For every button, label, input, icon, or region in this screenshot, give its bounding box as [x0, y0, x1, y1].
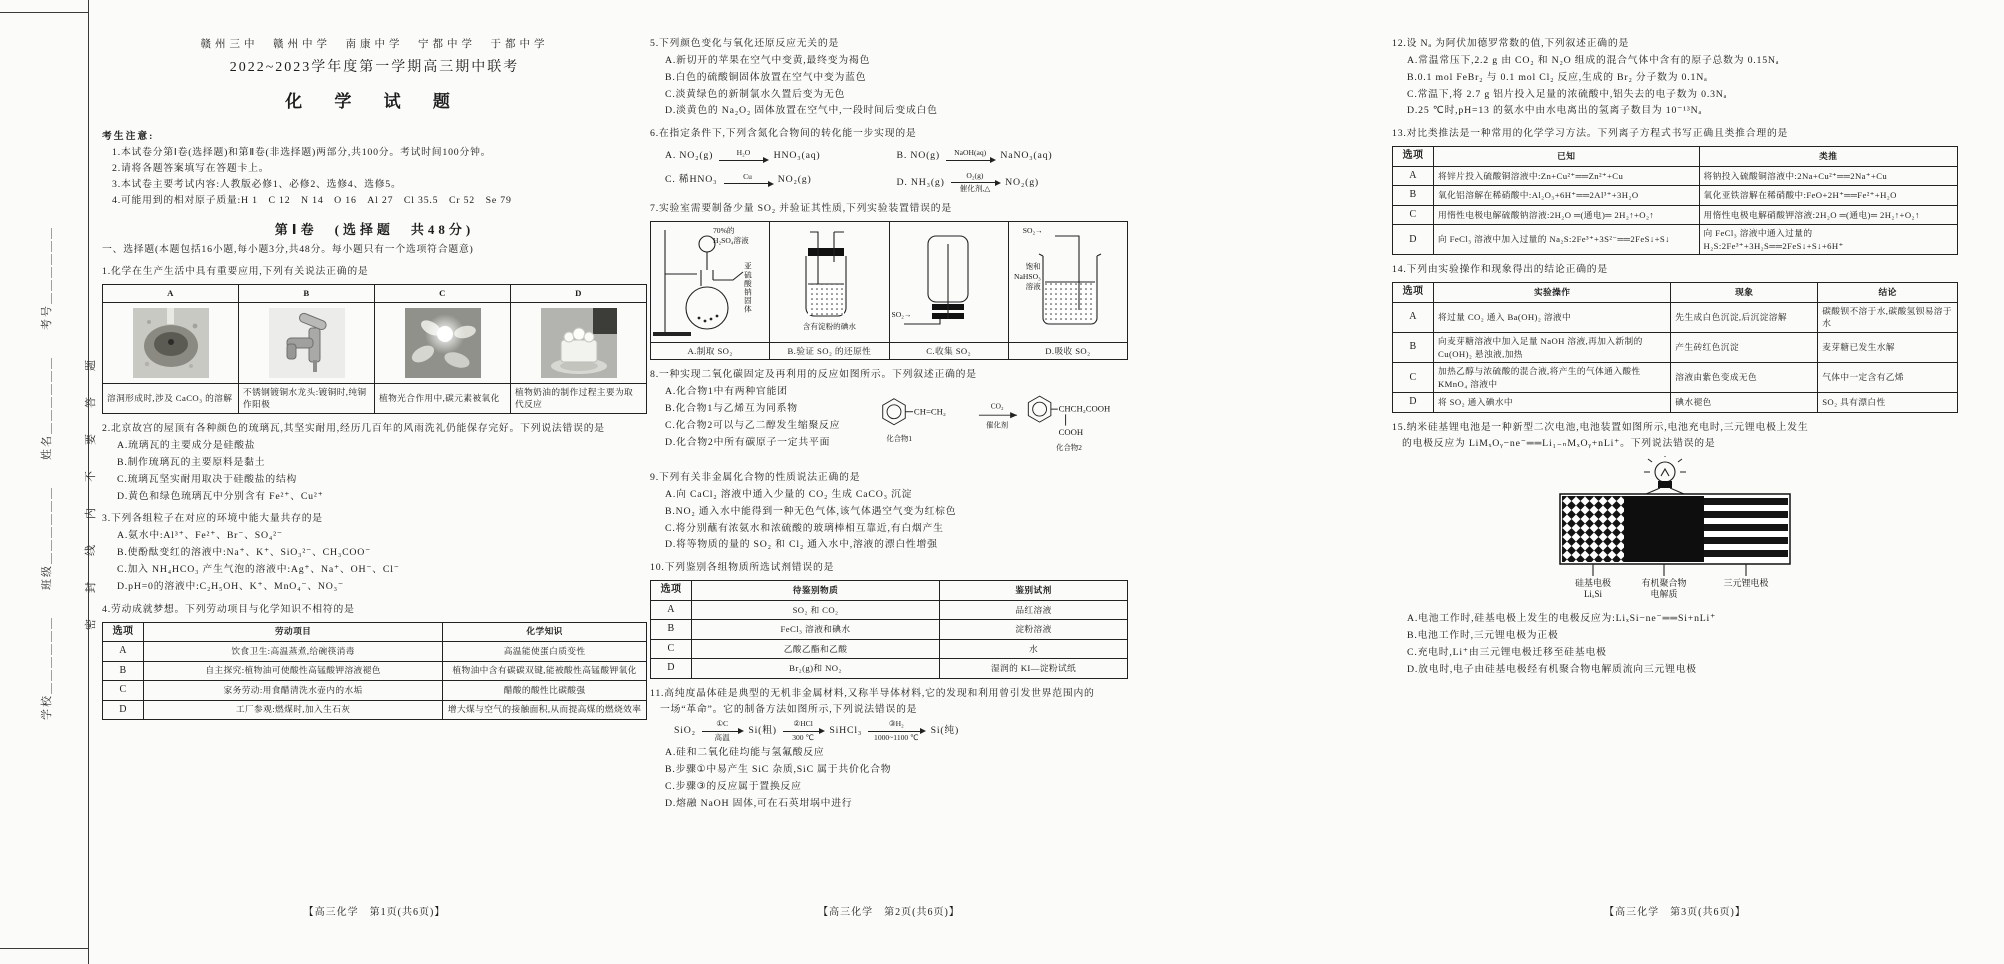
table-row — [1393, 363, 1958, 393]
q1-header-a: A — [103, 285, 239, 303]
page-3-footer: 【高三化学 第3页(共6页)】 — [1604, 907, 1746, 918]
q1-header-d: D — [511, 285, 647, 303]
table-row — [1393, 302, 1958, 332]
cell-option: D — [1393, 225, 1434, 255]
reactant: NO(g) — [910, 150, 940, 162]
question-11 — [650, 686, 1128, 812]
co2-fixation-reaction-diagram — [868, 383, 1128, 463]
q15-option-a: A.电池工作时,硅基电极上发生的电极反应为:LiₓSi−ne⁻══Si+nLi⁺ — [1407, 613, 1717, 625]
label-nahso3: NaHSO₃ — [1014, 271, 1041, 281]
q1-photo-cell-b — [239, 302, 375, 383]
product: NO₂(g) — [777, 174, 812, 186]
notice-item-3: 3.本试卷主要考试内容:人教版必修1、必修2、选修4、选修5。 — [112, 178, 402, 190]
label-na2so3-solid: 亚硫酸钠固体 — [743, 261, 753, 314]
question-15 — [1392, 420, 1958, 678]
q1-caption-a: 溶洞形成时,涉及 CaCO₃ 的溶解 — [103, 383, 239, 413]
cell-known: 氧化铝溶解在稀硝酸中:Al₂O₃+6H⁺══2Al³⁺+3H₂O — [1434, 186, 1700, 206]
q13-stem: 13.对比类推法是一种常用的化学学习方法。下列离子方程式书写正确且类推合理的是 — [1392, 128, 1789, 140]
cell-substances: FeCl₃ 溶液和碘水 — [692, 620, 940, 640]
q12-option-c: C.常温下,将 2.7 g 铝片投入足量的浓硫酸中,铝失去的电子数为 0.3Nₐ — [1407, 88, 1728, 100]
table-row — [1393, 393, 1958, 413]
q1-photo-cell-a — [103, 302, 239, 383]
species-sio2: SiO₂ — [674, 725, 696, 737]
table-row — [651, 620, 1128, 640]
q14-header-option: 选项 — [1393, 283, 1434, 303]
question-14 — [1392, 262, 1958, 413]
reaction-arrow: ①C 高温 — [702, 720, 742, 742]
q10-table — [650, 580, 1128, 679]
q8-option-a: A.化合物1中有两种官能团 — [665, 386, 788, 398]
q8-option-d: D.化合物2中所有碳原子一定共平面 — [665, 436, 831, 448]
cell-conclusion: 麦芽糖已发生水解 — [1818, 332, 1958, 362]
q1-caption-c: 植物光合作用中,碳元素被氧化 — [375, 383, 511, 413]
reaction-arrow: NaOH(aq) — [946, 149, 994, 162]
page-1 — [102, 36, 647, 722]
label-electrolyte: 电解质 — [1650, 588, 1678, 599]
cell-conclusion: SO₂ 具有漂白性 — [1818, 393, 1958, 413]
cell-option: B — [651, 620, 692, 640]
product: HNO₃(aq) — [773, 150, 821, 162]
table-row — [651, 639, 1128, 659]
cave-photo — [133, 308, 209, 378]
question-4 — [102, 602, 647, 720]
cell-operation: 向麦芽糖溶液中加入足量 NaOH 溶液,再加入新制的 Cu(OH)₂ 悬浊液,加热 — [1434, 332, 1671, 362]
cell-option: D — [103, 700, 144, 720]
seal-bottom-rule — [0, 948, 88, 949]
q3-option-c: C.加入 NH₄HCO₃ 产生气泡的溶液中:Ag⁺、Na⁺、OH⁻、Cl⁻ — [117, 563, 400, 575]
table-row — [103, 622, 647, 642]
q1-stem: 1.化学在生产生活中具有重要应用,下列有关说法正确的是 — [102, 266, 369, 278]
section-heading: 第Ⅰ卷 (选择题 共48分) — [274, 221, 475, 237]
reaction-arrow: $\frac{\text{③H₂}}{1000\sim 1100 ℃}$ — [868, 720, 924, 742]
notice-title: 考生注意: — [102, 131, 155, 143]
page-3 — [1392, 36, 1958, 678]
compound1-label: 化合物1 — [886, 434, 913, 444]
table-row — [651, 581, 1128, 601]
cell-reagent: 品红溶液 — [940, 600, 1128, 620]
leaves-photo — [405, 308, 481, 378]
cell-knowledge: 植物油中含有碳碳双键,能被酸性高锰酸钾氧化 — [443, 661, 647, 681]
cell-operation: 将过量 CO₂ 通入 Ba(OH)₂ 溶液中 — [1434, 302, 1671, 332]
reaction-arrow: H₂O — [719, 149, 767, 162]
q6-option-a — [665, 148, 897, 164]
q15-option-d: D.放电时,电子由硅基电极经有机聚合物电解质流向三元锂电极 — [1407, 664, 1697, 676]
label-lixsi: LiₓSi — [1583, 588, 1603, 599]
cell-substances: SO₂ 和 CO₂ — [692, 600, 940, 620]
cell-known: 用惰性电极电解硫酸钠溶液:2H₂O ═(通电)═ 2H₂↑+O₂↑ — [1434, 205, 1700, 225]
exam-session-title: 2022~2023学年度第一学期高三期中联考 — [229, 60, 520, 75]
cake-photo — [541, 308, 617, 378]
cell-option: A — [1393, 302, 1434, 332]
cell-option: B — [1393, 332, 1434, 362]
seal-line-text: 密封线内不要答题 — [85, 334, 97, 630]
q7-caption-c: C.收集 SO₂ — [889, 342, 1008, 360]
table-row — [103, 661, 647, 681]
cell-option: C — [1393, 363, 1434, 393]
cell-reagent: 湿润的 KI—淀粉试纸 — [940, 659, 1128, 679]
q14-header-operation: 实验操作 — [1434, 283, 1671, 303]
q9-option-a: A.向 CaCl₂ 溶液中通入少量的 CO₂ 生成 CaCO₃ 沉淀 — [665, 488, 913, 500]
cell-substances: 乙酸乙酯和乙酸 — [692, 639, 940, 659]
cell-option: C — [651, 639, 692, 659]
cell-analog: 将钠投入硫酸铜溶液中:2Na+Cu²⁺══2Na⁺+Cu — [1699, 166, 1957, 186]
cell-known: 将锌片投入硫酸铜溶液中:Zn+Cu²⁺══Zn²⁺+Cu — [1434, 166, 1700, 186]
option-label: B. — [896, 150, 908, 162]
q7-caption-a: A.制取 SO₂ — [651, 342, 770, 360]
cell-knowledge: 增大煤与空气的接触面积,从而提高煤的燃烧效率 — [443, 700, 647, 720]
cell-known: 向 FeCl₃ 溶液中加入过量的 Na₂S:2Fe³⁺+3S²⁻══2FeS↓+S↓ — [1434, 225, 1700, 255]
table-row — [103, 285, 647, 303]
table-row — [1393, 205, 1958, 225]
notice-item-1: 1.本试卷分第Ⅰ卷(选择题)和第Ⅱ卷(非选择题)两部分,共100分。考试时间100分钟。 — [112, 147, 492, 159]
q7-caption-d: D.吸收 SO₂ — [1008, 342, 1127, 360]
label-ternary-lithium-electrode: 三元锂电极 — [1723, 577, 1769, 588]
q2-option-d: D.黄色和绿色琉璃瓦中分别含有 Fe²⁺、Cu²⁺ — [117, 490, 324, 502]
option-label: C. — [665, 174, 676, 186]
q5-option-c: C.淡黄绿色的新制氯水久置后变为无色 — [665, 88, 846, 100]
question-13 — [1392, 126, 1958, 255]
compound2-label: 化合物2 — [1056, 442, 1082, 452]
table-row — [103, 700, 647, 720]
question-8 — [650, 367, 1128, 463]
q5-option-a: A.新切开的苹果在空气中变黄,最终变为褐色 — [665, 54, 871, 66]
q13-header-option: 选项 — [1393, 147, 1434, 167]
q10-header-option: 选项 — [651, 581, 692, 601]
question-3 — [102, 511, 647, 594]
q4-header-item: 劳动项目 — [144, 622, 443, 642]
question-5 — [650, 36, 1128, 119]
cell-phenomenon: 溶液由紫色变成无色 — [1671, 363, 1818, 393]
cell-option: A — [1393, 166, 1434, 186]
q3-stem: 3.下列各组粒子在对应的环境中能大量共存的是 — [102, 513, 323, 525]
notice-item-2: 2.请将各题答案填写在答题卡上。 — [112, 162, 270, 174]
gas-collection-diagram — [890, 222, 1002, 342]
q15-option-c: C.充电时,Li⁺由三元锂电极迁移至硅基电极 — [1407, 647, 1607, 659]
product: NO₂(g) — [1005, 177, 1039, 189]
label-polymer: 有机聚合物 — [1641, 577, 1687, 588]
label-solution: 溶液 — [1025, 281, 1041, 291]
cell-option: A — [103, 642, 144, 662]
q1-photo-cell-c — [375, 302, 511, 383]
notice-item-4: 4.可能用到的相对原子质量:H 1 C 12 N 14 O 16 Al 27 Cl 35.5 Cr 52 Se 79 — [112, 194, 512, 206]
q7-apparatus-d — [1008, 221, 1127, 342]
cell-option: B — [1393, 186, 1434, 206]
q12-option-a: A.常温常压下,2.2 g 由 CO₂ 和 N₂O 组成的混合气体中含有的原子总数为 0.15Nₐ — [1407, 54, 1780, 66]
question-6 — [650, 126, 1128, 193]
reactant: NH₃(g) — [910, 177, 945, 189]
compound1-formula: CH=CH₂ — [913, 406, 946, 417]
question-9 — [650, 470, 1128, 553]
cell-option: B — [103, 661, 144, 681]
cell-item: 工厂参观:燃煤时,加入生石灰 — [144, 700, 443, 720]
table-row — [1393, 166, 1958, 186]
species-si-crude: Si(粗) — [748, 725, 777, 737]
q1-caption-b: 不锈钢镀铜水龙头:镀铜时,纯铜作阳极 — [239, 383, 375, 413]
q11-stem-line2: 一场“革命”。它的制备方法如图所示,下列说法错误的是 — [660, 703, 918, 715]
reaction-arrow: ②HCl 300 ℃ — [783, 720, 823, 742]
table-row — [651, 221, 1128, 342]
q5-stem: 5.下列颜色变化与氧化还原反应无关的是 — [650, 38, 840, 49]
q9-option-d: D.将等物质的量的 SO₂ 和 Cl₂ 通入水中,溶液的漂白性增强 — [665, 539, 938, 551]
q1-table — [102, 284, 647, 414]
q2-option-b: B.制作琉璃瓦的主要原料是黏土 — [117, 456, 266, 468]
q11-option-c: C.步骤③的反应属于置换反应 — [665, 780, 802, 792]
q12-stem: 12.设 Nₐ 为阿伏加德罗常数的值,下列叙述正确的是 — [1392, 38, 1630, 49]
q6-option-b — [897, 148, 1129, 164]
cell-item: 饮食卫生:高温蒸煮,给碗筷消毒 — [144, 642, 443, 662]
cell-reagent: 水 — [940, 639, 1128, 659]
q9-option-b: B.NO₂ 通入水中能得到一种无色气体,该气体遇空气变为红棕色 — [665, 505, 957, 517]
cell-analog: 用惰性电极电解硝酸钾溶液:2H₂O ═(通电)═ 2H₂↑+O₂↑ — [1699, 205, 1957, 225]
q3-option-d: D.pH=0的溶液中:C₂H₅OH、K⁺、MnO₄⁻、NO₃⁻ — [117, 580, 344, 592]
reaction-arrow: Cu — [724, 173, 772, 186]
table-row — [1393, 332, 1958, 362]
q8-stem: 8.一种实现二氧化碳固定及再利用的反应如图所示。下列叙述正确的是 — [650, 369, 977, 381]
q15-stem-line2: 的电极反应为 LiMₓOᵧ−ne⁻══Li₁₋ₙMₓOᵧ+nLi⁺。下列说法错误的是 — [1402, 437, 1716, 449]
q8-options — [650, 383, 868, 450]
q1-photo-cell-d — [511, 302, 647, 383]
q15-stem-line1: 15.纳米硅基锂电池是一种新型二次电池,电池装置如图所示,电池充电时,三元锂电极上发生 — [1392, 421, 1809, 433]
cell-option: D — [1393, 393, 1434, 413]
q11-option-a: A.硅和二氧化硅均能与氢氟酸反应 — [665, 747, 825, 759]
arrow-below-catalyst: 催化剂 — [986, 420, 1009, 430]
cell-knowledge: 高温能使蛋白质变性 — [443, 642, 647, 662]
q13-header-known: 已知 — [1434, 147, 1700, 167]
question-1 — [102, 264, 647, 414]
label-h2so4: H₂SO₄溶液 — [713, 235, 749, 245]
table-row — [1393, 186, 1958, 206]
q7-apparatus-c — [889, 221, 1008, 342]
q9-stem: 9.下列有关非金属化合物的性质说法正确的是 — [650, 472, 861, 484]
option-label: D. — [896, 177, 908, 189]
page-2 — [650, 36, 1128, 812]
q11-option-b: B.步骤①中易产生 SiC 杂质,SiC 属于共价化合物 — [665, 763, 892, 775]
question-2 — [102, 421, 647, 504]
q4-header-option: 选项 — [103, 622, 144, 642]
cell-reagent: 淀粉溶液 — [940, 620, 1128, 640]
q6-options — [650, 148, 1128, 194]
option-label: A. — [665, 150, 677, 162]
table-row — [651, 342, 1128, 360]
table-row — [651, 600, 1128, 620]
q4-table — [102, 622, 647, 721]
cell-option: D — [651, 659, 692, 679]
q1-caption-d: 植物奶油的制作过程主要为取代反应 — [511, 383, 647, 413]
question-12 — [1392, 36, 1958, 119]
battery-diagram-wrap — [1392, 456, 1958, 610]
cell-operation: 加热乙醇与浓硫酸的混合液,将产生的气体通入酸性 KMnO₄ 溶液中 — [1434, 363, 1671, 393]
q10-header-reagent: 鉴别试剂 — [940, 581, 1128, 601]
cell-phenomenon: 碘水褪色 — [1671, 393, 1818, 413]
cell-phenomenon: 产生砖红色沉淀 — [1671, 332, 1818, 362]
q5-option-d: D.淡黄色的 Na₂O₂ 固体放置在空气中,一段时间后变成白色 — [665, 105, 938, 117]
q14-stem: 14.下列由实验操作和现象得出的结论正确的是 — [1392, 264, 1608, 276]
q10-stem: 10.下列鉴别各组物质所选试剂错误的是 — [650, 562, 835, 574]
label-h2so4-pct: 70%的 — [713, 225, 735, 235]
reactant: 稀HNO₃ — [678, 174, 718, 186]
label-saturated: 饱和 — [1025, 261, 1041, 271]
species-si-pure: Si(纯) — [930, 725, 960, 737]
q4-stem: 4.劳动成就梦想。下列劳动项目与化学知识不相符的是 — [102, 603, 355, 615]
seal-top-rule — [0, 12, 88, 13]
school-list: 赣州三中 赣州中学 南康中学 宁都中学 于都中学 — [200, 39, 549, 50]
species-sihcl3: SiHCl₃ — [829, 725, 863, 737]
subject-title: 化 学 试 题 — [285, 91, 464, 111]
cell-knowledge: 醋酸的酸性比碳酸强 — [443, 681, 647, 701]
label-so2-in: SO₂→ — [1022, 225, 1043, 235]
question-7 — [650, 201, 1128, 360]
q14-header-conclusion: 结论 — [1818, 283, 1958, 303]
silicon-preparation-sequence — [650, 720, 1128, 742]
page-2-footer: 【高三化学 第2页(共6页)】 — [818, 907, 960, 918]
q5-option-b: B.白色的硫酸铜固体放置在空气中变为蓝色 — [665, 71, 867, 83]
q15-option-b: B.电池工作时,三元锂电极为正极 — [1407, 630, 1559, 642]
page-1-footer: 【高三化学 第1页(共6页)】 — [303, 907, 446, 918]
cell-operation: 将 SO₂ 通入碘水中 — [1434, 393, 1671, 413]
cell-item: 自主探究:植物油可使酸性高锰酸钾溶液褪色 — [144, 661, 443, 681]
cell-item: 家务劳动:用食醋清洗水壶内的水垢 — [144, 681, 443, 701]
table-row — [103, 681, 647, 701]
cell-conclusion: 气体中一定含有乙烯 — [1818, 363, 1958, 393]
q7-table — [650, 221, 1128, 361]
q6-option-c — [665, 172, 897, 194]
q9-option-c: C.将分别蘸有浓氨水和浓硫酸的玻璃棒相互靠近,有白烟产生 — [665, 522, 944, 534]
cell-substances: Br₂(g)和 NO₂ — [692, 659, 940, 679]
cell-conclusion: 碳酸钡不溶于水,碳酸氢钡易溶于水 — [1818, 302, 1958, 332]
q3-option-b: B.使酚酞变红的溶液中:Na⁺、K⁺、SiO₃²⁻、CH₃COO⁻ — [117, 547, 372, 559]
cell-analog: 氧化亚铁溶解在稀硝酸中:FeO+2H⁺══Fe²⁺+H₂O — [1699, 186, 1957, 206]
q7-apparatus-a — [651, 221, 770, 342]
table-row — [103, 302, 647, 383]
q7-caption-b: B.验证 SO₂ 的还原性 — [770, 342, 889, 360]
q2-option-c: C.琉璃瓦坚实耐用取决于硅酸盐的结构 — [117, 473, 298, 485]
q6-option-d — [897, 172, 1129, 194]
compound2-formula2: COOH — [1058, 427, 1084, 438]
table-row — [103, 383, 647, 413]
q1-header-c: C — [375, 285, 511, 303]
cell-option: C — [103, 681, 144, 701]
q14-table — [1392, 282, 1958, 413]
label-so2-in: SO₂→ — [891, 309, 912, 319]
q11-option-d: D.熔融 NaOH 固体,可在石英坩埚中进行 — [665, 797, 853, 809]
q13-header-analog: 类推 — [1699, 147, 1957, 167]
q2-stem: 2.北京故宫的屋顶有各种颜色的琉璃瓦,其坚实耐用,经历几百年的风雨洗礼仍能保存完好。下列说法错误的是 — [102, 423, 605, 435]
table-row — [651, 659, 1128, 679]
q14-header-phenomenon: 现象 — [1671, 283, 1818, 303]
label-starch-iodine-water: 含有淀粉的碘水 — [802, 321, 856, 331]
reactant: NO₂(g) — [679, 150, 714, 162]
question-10 — [650, 560, 1128, 678]
q1-header-b: B — [239, 285, 375, 303]
q7-stem: 7.实验室需要制备少量 SO₂ 并验证其性质,下列实验装置错误的是 — [650, 202, 952, 214]
table-row — [103, 642, 647, 662]
q2-option-a: A.琉璃瓦的主要成分是硅酸盐 — [117, 439, 256, 451]
q11-stem-line1: 11.高纯度晶体硅是典型的无机非金属材料,又称半导体材料,它的发现和利用曾引发世界范围内的 — [650, 687, 1095, 699]
q10-header-substances: 待鉴别物质 — [692, 581, 940, 601]
q13-table — [1392, 146, 1958, 255]
table-row — [1393, 225, 1958, 255]
label-silicon-electrode: 硅基电极 — [1574, 577, 1612, 588]
q3-option-a: A.氨水中:Al³⁺、Fe²⁺、Br⁻、SO₄²⁻ — [117, 530, 283, 542]
cell-option: A — [651, 600, 692, 620]
q6-stem: 6.在指定条件下,下列含氮化合物间的转化能一步实现的是 — [650, 128, 917, 140]
lithium-battery-diagram — [1540, 456, 1810, 604]
q12-option-b: B.0.1 mol FeBr₂ 与 0.1 mol Cl₂ 反应,生成的 Br₂ 分子数为 0.1Nₐ — [1407, 71, 1708, 83]
q8-option-b: B.化合物1与乙烯互为同系物 — [665, 402, 798, 414]
faucet-photo — [269, 308, 345, 378]
arrow-above-co2: CO₂ — [990, 401, 1004, 411]
product: NaNO₃(aq) — [1000, 150, 1053, 162]
cell-analog: 向 FeCl₃ 溶液中通入过量的 H₂S:2Fe³⁺+3H₂S══2FeS↓+S↓+6H⁺ — [1699, 225, 1957, 255]
section-subheading: 一、选择题(本题包括16小题,每小题3分,共48分。每小题只有一个选项符合题意) — [102, 243, 474, 255]
compound2-formula: CHCH₂COOH — [1058, 403, 1111, 414]
q12-option-d: D.25 ℃时,pH=13 的氨水中由水电离出的氢离子数目为 10⁻¹³Nₐ — [1407, 105, 1702, 117]
table-row — [1393, 147, 1958, 167]
student-info-fields: 学校＿＿＿＿＿＿ 班级＿＿＿＿＿＿ 姓名＿＿＿＿＿＿ 考号＿＿＿＿＿＿ — [41, 226, 53, 720]
cell-phenomenon: 先生成白色沉淀,后沉淀溶解 — [1671, 302, 1818, 332]
q7-apparatus-b — [770, 221, 889, 342]
table-row — [1393, 283, 1958, 303]
q4-header-knowledge: 化学知识 — [443, 622, 647, 642]
cell-option: C — [1393, 205, 1434, 225]
reaction-arrow: O₂(g) 催化剂,△ — [951, 172, 999, 194]
q8-option-c: C.化合物2可以与乙二醇发生缩聚反应 — [665, 419, 841, 431]
